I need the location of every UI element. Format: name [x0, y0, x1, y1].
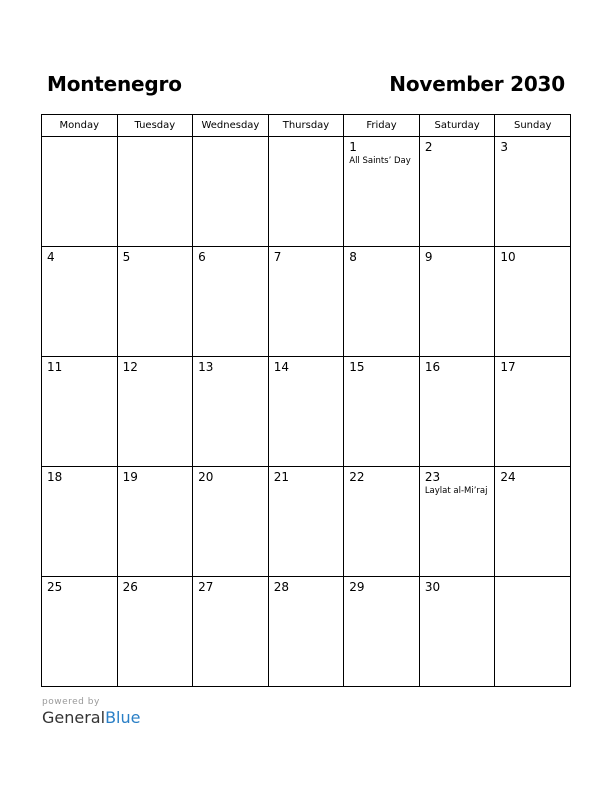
weekday-header: Sunday: [495, 115, 571, 137]
powered-by-label: powered by: [42, 697, 100, 707]
day-cell: [42, 577, 118, 687]
day-number: 1: [349, 140, 357, 154]
holiday-label: [344, 374, 419, 375]
day-number: 30: [424, 580, 441, 594]
weekday-header: Saturday: [419, 115, 495, 137]
holiday-label: [269, 264, 344, 265]
day-number: 6: [198, 250, 206, 264]
day-cell: [117, 577, 193, 687]
day-number: 24: [500, 470, 516, 484]
day-cell: [419, 577, 495, 687]
day-cell: [193, 137, 269, 247]
holiday-label: [344, 264, 419, 265]
brand-logo[interactable]: [42, 708, 140, 728]
day-number: 22: [349, 470, 365, 484]
holiday-label: [269, 374, 344, 375]
holiday-label: [269, 141, 344, 142]
day-number: 26: [122, 580, 138, 594]
day-number: 25: [47, 580, 63, 594]
day-number: 19: [122, 470, 138, 484]
day-cell: [419, 467, 495, 577]
day-number: 28: [273, 580, 289, 594]
day-number: 4: [47, 250, 55, 264]
day-cell: [193, 247, 269, 357]
day-number: 15: [349, 360, 365, 374]
calendar-grid: [41, 114, 571, 687]
day-number: 14: [273, 360, 289, 374]
holiday-label: [420, 594, 495, 595]
day-cell: [42, 137, 118, 247]
holiday-label: [344, 484, 419, 485]
holiday-label: [118, 594, 193, 595]
day-cell: [344, 137, 420, 247]
day-cell: [419, 247, 495, 357]
day-cell: [344, 577, 420, 687]
weekday-header-row: [42, 115, 571, 137]
day-cell: [193, 467, 269, 577]
week-row: [42, 357, 571, 467]
day-number: 9: [424, 250, 433, 264]
holiday-label: [118, 264, 193, 265]
holiday-label: Laylat al-Mi’raj: [424, 486, 488, 496]
day-cell: [268, 577, 344, 687]
week-row: [42, 467, 571, 577]
footer-branding: [42, 697, 140, 728]
day-cell: [268, 357, 344, 467]
holiday-label: [420, 374, 495, 375]
holiday-label: All Saints’ Day: [349, 156, 411, 166]
brand-name-blue: Blue: [105, 708, 141, 727]
holiday-label: [193, 484, 268, 485]
holiday-label: [269, 484, 344, 485]
day-cell: [268, 467, 344, 577]
day-number: 8: [349, 250, 357, 264]
day-cell: [193, 577, 269, 687]
day-number: 7: [273, 250, 282, 264]
holiday-label: [42, 141, 117, 142]
day-number: 12: [122, 360, 138, 374]
day-number: 2: [424, 140, 433, 154]
day-number: 3: [500, 140, 509, 154]
day-cell: [344, 247, 420, 357]
weekday-header: Wednesday: [193, 115, 269, 137]
month-title: November 2030: [389, 72, 565, 96]
day-number: 21: [273, 470, 289, 484]
day-cell: [42, 467, 118, 577]
holiday-label: [495, 154, 570, 155]
week-row: [42, 577, 571, 687]
day-cell: [419, 357, 495, 467]
day-number: 18: [47, 470, 63, 484]
day-cell: [495, 357, 571, 467]
day-number: 23: [424, 470, 441, 484]
holiday-label: [193, 264, 268, 265]
weekday-header: Thursday: [268, 115, 344, 137]
holiday-label: [42, 484, 117, 485]
holiday-label: [193, 374, 268, 375]
holiday-label: [495, 374, 570, 375]
holiday-label: [193, 141, 268, 142]
day-cell: [268, 137, 344, 247]
holiday-label: [118, 374, 193, 375]
day-cell: [344, 357, 420, 467]
day-number: 16: [424, 360, 441, 374]
day-cell: [268, 247, 344, 357]
day-cell: [117, 467, 193, 577]
day-number: 29: [349, 580, 365, 594]
week-row: [42, 247, 571, 357]
holiday-label: [495, 484, 570, 485]
weekday-header: Monday: [42, 115, 118, 137]
day-cell: [495, 467, 571, 577]
day-cell: [42, 357, 118, 467]
day-number: 20: [198, 470, 214, 484]
holiday-label: [495, 264, 570, 265]
holiday-label: [118, 484, 193, 485]
holiday-label: [193, 594, 268, 595]
day-cell: [419, 137, 495, 247]
weekday-header: Friday: [344, 115, 420, 137]
day-number: 27: [198, 580, 214, 594]
holiday-label: [118, 141, 193, 142]
holiday-label: [495, 581, 570, 582]
day-cell: [117, 247, 193, 357]
holiday-label: [420, 264, 495, 265]
day-cell: [42, 247, 118, 357]
holiday-label: [42, 264, 117, 265]
day-cell: [117, 357, 193, 467]
holiday-label: [420, 154, 495, 155]
day-number: 13: [198, 360, 214, 374]
day-cell: [344, 467, 420, 577]
day-number: 10: [500, 250, 516, 264]
brand-name-general: General: [42, 708, 106, 727]
day-cell: [495, 577, 571, 687]
day-number: 11: [47, 360, 63, 374]
day-cell: [495, 247, 571, 357]
day-number: 17: [500, 360, 516, 374]
holiday-label: [344, 594, 419, 595]
holiday-label: [269, 594, 344, 595]
day-cell: [117, 137, 193, 247]
day-cell: [193, 357, 269, 467]
day-cell: [495, 137, 571, 247]
holiday-label: [42, 594, 117, 595]
country-title: Montenegro: [47, 72, 182, 96]
holiday-label: [42, 374, 117, 375]
day-number: 5: [122, 250, 131, 264]
week-row: [42, 137, 571, 247]
weekday-header: Tuesday: [117, 115, 193, 137]
